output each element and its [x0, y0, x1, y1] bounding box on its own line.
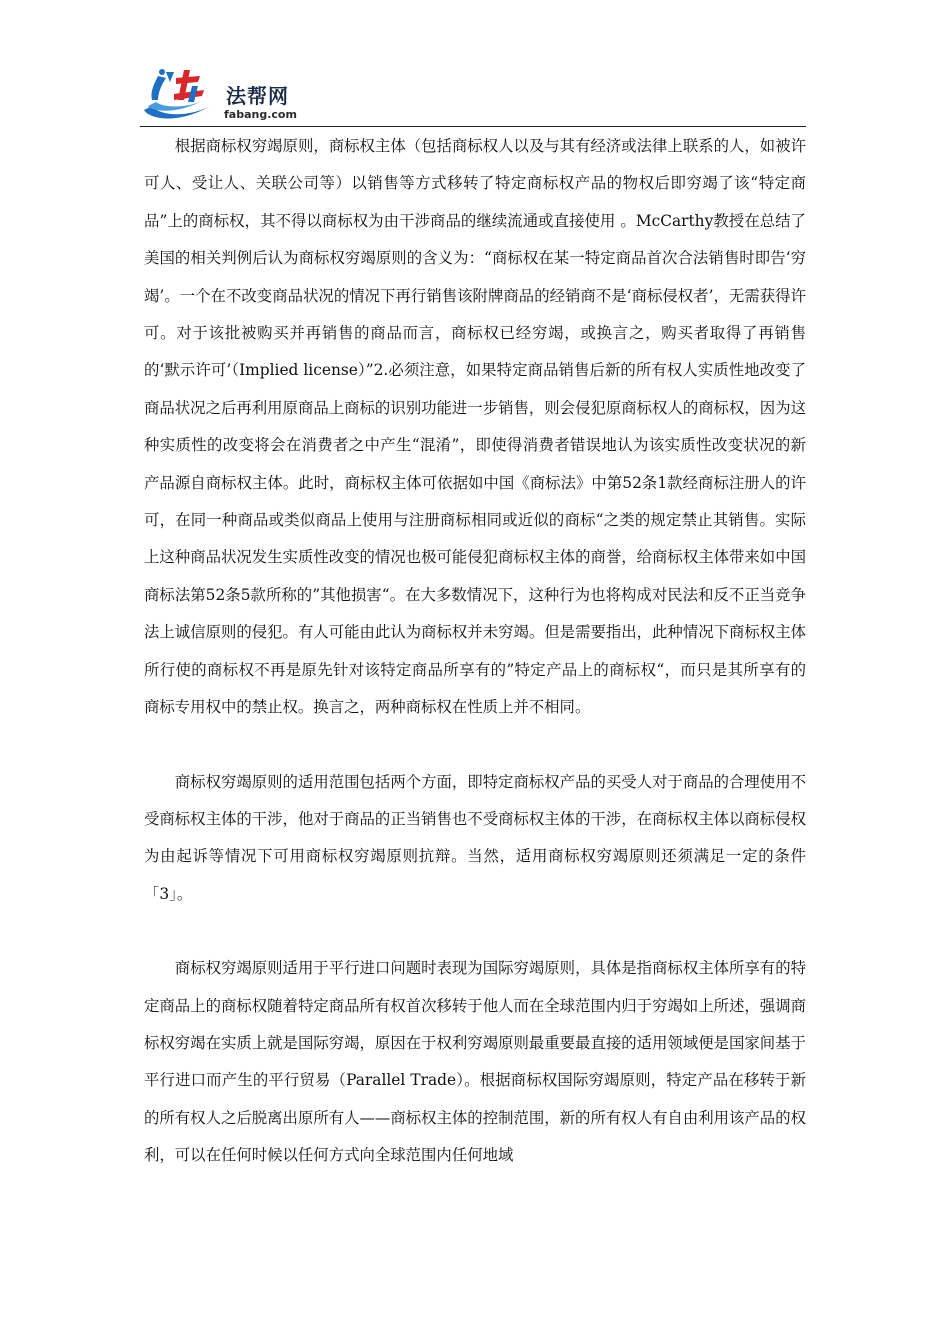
brand-domain[interactable]: fabang.com: [224, 108, 297, 121]
page-header: [140, 60, 806, 128]
paragraph-2: 商标权穷竭原则的适用范围包括两个方面，即特定商标权产品的买受人对于商品的合理使用不受商标权主体的干涉，他对于商品的正当销售也不受商标权主体的干涉，在商标权主体以商标侵权为由起诉等情况下可用商标权穷竭原则抗辩。当然，适用商标权穷竭原则还须满足一定的条件「3」。: [144, 772, 806, 903]
fabang-logo[interactable]: [140, 66, 300, 126]
paragraph-1: 根据商标权穷竭原则，商标权主体（包括商标权人以及与其有经济或法律上联系的人，如被许可人、受让人、关联公司等）以销售等方式移转了特定商标权产品的物权后即穷竭了该“特定商品”上的商标权，其不得以商标权为由干涉商品的继续流通或直接使用 。McCarthy教授在总结了美国的相关判例后认为商标权穷竭原则的含义为：“商标权在某一特定商品首次合法销售时即告‘穷竭’。一个在不改变商品状况的情况下再行销售该附牌商品的经销商不是‘商标侵权者’，无需获得许可。对于该批被购买并再销售的商品而言，商标权已经穷竭，或换言之，购买者取得了再销售的‘默示许可’（Implied license）”2.必须注意，如果特定商品销售后新的所有权人实质性地改变了商品状况之后再利用原商品上商标的识别功能进一步销售，则会侵犯原商标权人的商标权，因为这种实质性的改变将会在消费者之中产生“混淆”，即使得消费者错误地认为该实质性改变状况的新产品源自商标权主体。此时，商标权主体可依据如中国《商标法》中第52条1款经商标注册人的许可，在同一种商品或类似商品上使用与注册商标相同或近似的商标“之类的规定禁止其销售。实际上这种商品状况发生实质性改变的情况也极可能侵犯商标权主体的商誉，给商标权主体带来如中国商标法第52条5款所称的”其他损害“。在大多数情况下，这种行为也将构成对民法和反不正当竞争法上诚信原则的侵犯。有人可能由此认为商标权并未穷竭。但是需要指出，此种情况下商标权主体所行使的商标权不再是原先针对该特定商品所享有的”特定产品上的商标权“，而只是其所享有的商标专用权中的禁止权。换言之，两种商标权在性质上并不相同。: [144, 137, 806, 717]
fabang-logo-icon: [140, 66, 224, 126]
document-body: [144, 128, 806, 1175]
header-divider: [140, 126, 806, 127]
brand-name: 法帮网: [226, 84, 289, 108]
paragraph-3: 商标权穷竭原则适用于平行进口问题时表现为国际穷竭原则，具体是指商标权主体所享有的特定商品上的商标权随着特定商品所有权首次移转于他人而在全球范围内归于穷竭如上所述，强调商标权穷竭在实质上就是国际穷竭，原因在于权利穷竭原则最重要最直接的适用领域便是国家间基于平行进口而产生的平行贸易（Parallel Trade）。根据商标权国际穷竭原则，特定产品在移转于新的所有权人之后脱离出原所有人——商标权主体的控制范围，新的所有权人有自由利用该产品的权利，可以在任何时候以任何方式向全球范围内任何地域: [144, 959, 806, 1165]
